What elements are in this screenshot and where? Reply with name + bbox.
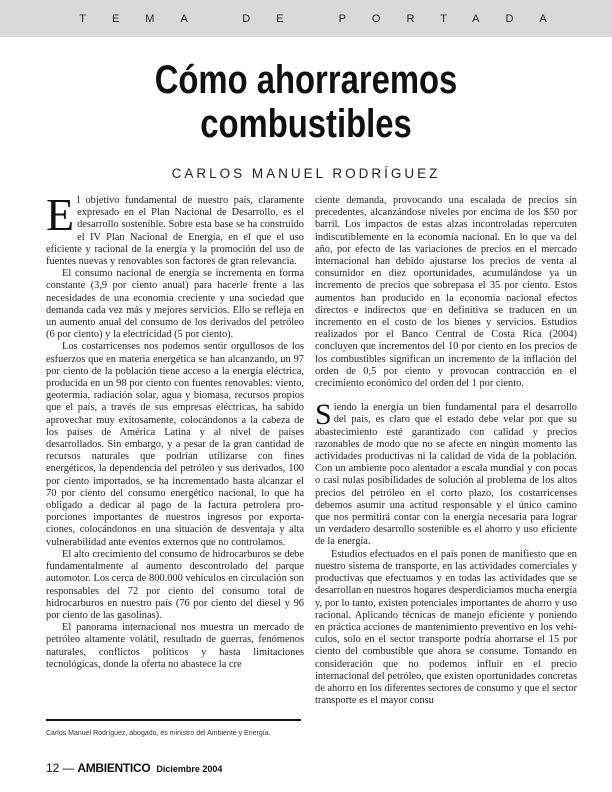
magazine-logo: AMBIENTICO [77,761,151,775]
paragraph: Los costarricenses nos podemos sentir orgullosos de los esfuerzos que en materia energética se han alcanzando, un 97 por ciento de la población tiene acceso a la energía eléctrica, producida en un 98 por ciento con fuentes renovables: viento, geotermia, radiación solar, agua y biomasa, recursos propios que el país, a través de sus empresas eléctricas, ha sabido aprovechar muy exitosamente, colocándonos a la cabeza de los países de América Latina y al nivel de países desarrollados. Sin embargo, y a pesar de la gran cantidad de recursos naturales que podrían utilizarse con fines energéticos, la dependencia del petróleo y sus derivados, 100 por ciento importados, se ha incrementado hasta alcanzar el 70 por ciento del consumo energético nacional, lo que ha obligado a dedicar al pago de la factura petrolera proporciones importantes de nuestros ingresos por exportaciones, colocándonos en una situación de desventaja y alta vulnerabilidad ante eventos externos que no controlamos. [46,341,304,548]
article-author: CARLOS MANUEL RODRÍGUEZ [171,166,441,181]
paragraph: El panorama internacional nos muestra un mercado de petróleo altamente volátil, resultado de guerras, fenómenos naturales, conflictos políticos y hasta limitaciones tecnológicas, donde la oferta no abastece la cre [46,622,304,670]
left-column [46,189,304,671]
author-footnote: Carlos Manuel Rodríguez, abogado, es ministro del Ambiente y Energía. [46,730,271,737]
paragraph-text: iendo la energía un bien fundamental para el desarrollo del país, es claro que el estado debe velar por que su abastecimiento esté garantizado con calidad y precios razonables de modo que no se afecte en ningún momento las actividades productivas ni la calidad de vida de la población. Con un ambiente poco alentador a escala mundial y con pocas o casi nulas posibilidades de solución al problema de los altos precios del petróleo en el corto plazo, los costarricenses debemos asumir una actitud responsable y el único camino que nos permitirá contar con la energía necesaria para lograr un verdadero desarrollo sostenible es el ahorro y uso eficiente de la energía. [315,402,577,548]
section-label: TEMA DE PORTADA [79,13,573,25]
article-title [55,58,557,146]
footer-dash: — [62,761,75,775]
section-header-bar [0,0,612,37]
paragraph [46,189,304,268]
drop-cap: S [315,398,332,432]
drop-cap: E [46,189,75,240]
paragraph-text: l objetivo fundamental de nuestro país, claramente expresado en el Plan Nacional de Desarrollo, es el desarrollo sostenible. Sobre esta base se ha construido el IV Plan Nacional de Energía, en el que el uso eficiente y racional de la energía y la promoción del uso de fuentes nuevas y renovables son factores de gran relevancia. [46,195,304,268]
title-line-2: combustibles [200,102,412,146]
issue-date: Diciembre 2004 [156,764,223,774]
paragraph: El consumo nacional de energía se incrementa en forma constante (3,9 por ciento anual) para hacerle frente a las necesidades de una economía creciente y una sociedad que demanda cada vez más y mejores servicios. Ello se refleja en un aumento anual del consumo de los derivados del petróleo (6 por ciento) y la electricidad (5 por ciento). [46,268,304,341]
page-footer [46,761,222,775]
paragraph: El alto crecimiento del consumo de hidrocarburos se debe fundamentalmente al aumento descontrolado del parque automotor. Los cerca de 800.000 vehículos en circulación son responsables del 72 por ciento del consumo total de hidrocarburos en nuestro país (76 por ciento del diesel y 96 por ciento de las gasolinas). [46,548,304,621]
page-number: 12 [46,761,60,775]
right-column [315,195,577,707]
paragraph [315,398,577,548]
paragraph: Estudios efectuados en el país ponen de manifiesto que en nuestro sistema de transporte, en las actividades comerciales y productivas que efectuamos y en todas las actividades que se desarrollan en nuestros hogares desperdiciamos mucha energía y, por lo tanto, existen potenciales importantes de ahorro y uso racional. Aplicando técnicas de manejo eficiente y poniendo en práctica acciones de mantenimiento preventivo en los vehículos, solo en el sector transporte podría ahorrarse el 15 por ciento del combustible que ahora se consume. Tomando en consideración que no podemos influir en el precio internacional del petróleo, que existen oportunidades concretas de ahorro en los diferentes sectores de consumo y que el sector transporte es el mayor consu [315,548,577,707]
footnote-divider [46,719,301,721]
title-line-1: Cómo ahorraremos [154,58,458,102]
paragraph: ciente demanda, provocando una escalada de precios sin precedentes, alcanzándose niveles por encima de los $50 por barril. Los impactos de estas alzas incontroladas repercuten indiscutiblemente en la economía nacional. En lo que va del año, por efecto de las variaciones de precios en el mercado internacional han debido ajustarse los precios de venta al consumidor en diez oportunidades, acumulándose ya un incremento de precios que sobrepasa el 35 por ciento. Estos aumentos han producido en la economía nacional efectos directos e indirectos que en definitiva se traducen en un incremento en el costo de los bienes y servicios. Estudios realizados por el Banco Central de Costa Rica (2004) concluyen que incrementos del 10 por ciento en los precios de los combustibles significan un incremento de la inflación del orden de 0,5 por ciento y provocan contracción en el crecimiento económico del orden del 1 por ciento. [315,195,577,390]
